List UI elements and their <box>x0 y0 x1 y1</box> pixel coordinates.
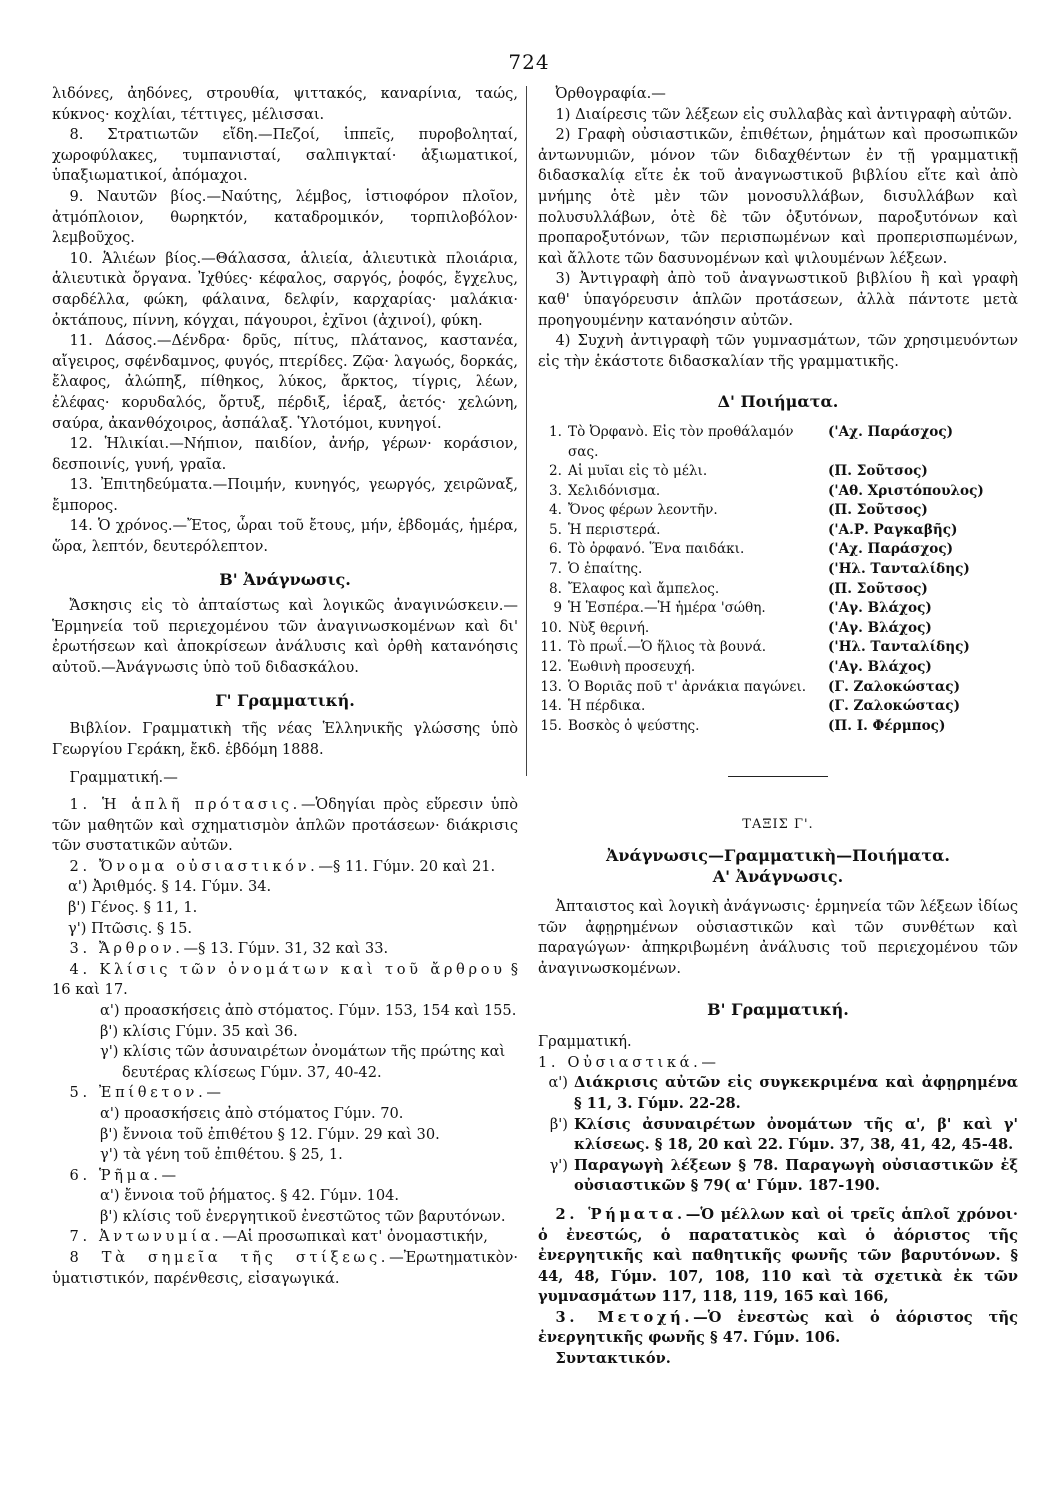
grammar-c-item-3-head: 3. Μετοχή. <box>555 1308 694 1326</box>
grammar-item-5-head: 5. Ἐπίθετον.— <box>69 1084 225 1102</box>
sub-item-text: Κλίσις ἀσυναιρέτων ὀνομάτων τῆς α', β' καὶ γ' κλίσεως. § 18, 20 καὶ 22. Γύμν. 37, 38, 41, 42, 45-48. <box>574 1115 1018 1154</box>
poem-number: 14. <box>540 698 562 715</box>
poem-row <box>538 717 1018 737</box>
poem-title: Ἡ πέρδικα. <box>568 698 646 715</box>
grammar-item-1-text: —Ὁδηγίαι πρὸς εὕρεσιν ὑπὸ τῶν μαθητῶν καὶ σχηματισμὸν ἁπλῶν προτάσεων· διάκρισις τῶν συστατικῶν αὐτῶν. <box>52 796 518 855</box>
grammar-item-8 <box>52 1248 518 1289</box>
poem-title: Τὸ Ὀρφανὸ. Εἰς τὸν προθάλαμόν σας. <box>568 423 794 460</box>
reading-heading-c: Α' Ἀνάγνωσις. <box>712 866 844 886</box>
vocab-item-14: 14. Ὁ χρόνος.—Ἔτος, ὧραι τοῦ ἔτους, μήν, ἑβδομάς, ἡμέρα, ὥρα, λεπτόν, δευτερόλεπτον. <box>52 517 518 556</box>
poem-author: ('Αχ. Παράσχος) <box>828 423 954 440</box>
poem-number: 10. <box>540 619 562 636</box>
sub-item: α') προασκήσεις ἀπὸ στόματος. Γύμν. 153, 154 καὶ 155. <box>100 1001 517 1019</box>
poem-author: (Π. Ι. Φέρμπος) <box>828 717 946 734</box>
poem-title: Ὁ Βοριᾶς ποῦ τ' ἀρνάκια παγώνει. <box>568 678 807 695</box>
poem-title: Αἱ μυῖαι εἰς τὸ μέλι. <box>568 463 708 480</box>
poem-title: Χελιδόνισμα. <box>568 482 661 499</box>
grammar-c-item-2-head: 2. Ῥήματα. <box>555 1205 686 1223</box>
poem-row <box>538 462 1018 482</box>
poem-author: ('Αγ. Βλάχος) <box>828 659 932 676</box>
left-column <box>52 84 518 1289</box>
grammar-item-1-head: 1. Ἡ ἁπλῆ πρότασις. <box>69 796 301 813</box>
sub-item <box>538 1073 1018 1114</box>
poem-author: (Γ. Ζαλοκώστας) <box>828 678 961 695</box>
reading-text-c: Ἀπταιστος καὶ λογικὴ ἀνάγνωσις· ἑρμηνεία τῶν λέξεων ἰδίως τῶν ἀφῃρημένων οὐσιαστικῶν καὶ τῶν συνθέτων καὶ παραγώγων· ἀπηκριβωμένη ἀνάλυσις τοῦ περιεχομένου τῶν ἀναγινωσκομένων. <box>538 898 1018 977</box>
poem-author: ('Α.Ρ. Ραγκαβῆς) <box>828 521 958 538</box>
vocab-item-13: 13. Ἐπιτηδεύματα.—Ποιμήν, κυνηγός, γεωργός, χειρῶναξ, ἔμπορος. <box>52 476 518 514</box>
poem-author: ('Αγ. Βλάχος) <box>828 600 932 617</box>
poem-number: 7. <box>549 561 562 578</box>
poem-row <box>538 658 1018 678</box>
sub-item-label: β') <box>549 1115 568 1133</box>
grammar-item-3-text: —§ 13. Γύμν. 31, 32 καὶ 33. <box>183 940 389 958</box>
orthography-item: 2) Γραφὴ οὐσιαστικῶν, ἐπιθέτων, ῥημάτων καὶ προσωπικῶν ἀντωνυμιῶν, μόνον τῶν διδαχθέντων ἐν τῇ γραμματικῇ διδασκαλίᾳ εἴτε ἐκ τοῦ ἀναγνωστικοῦ βιβλίου εἴτε καὶ ἀπὸ μνήμης ὁτὲ μὲν τῶν μονοσυλλάβων, δισυλλάβων καὶ πολυσυλλάβων, ὁτὲ δὲ τῶν ὀξυτόνων, παροξυτόνων καὶ προπαροξυτόνων, τῶν περισπωμένων καὶ προπερισπωμένων, καὶ ἄλλοτε τῶν δασυνομένων καὶ ψιλουμένων λέξεων. <box>538 126 1018 267</box>
sub-item: γ') κλίσις τῶν ἀσυναιρέτων ὀνομάτων τῆς πρώτης καὶ δευτέρας κλίσεως Γύμν. 37, 40-42. <box>100 1043 506 1081</box>
vocab-fragment: λιδόνες, ἀηδόνες, στρουθία, ψιττακός, καναρίνια, ταώς, κύκνος· κοχλίαι, τέττιγες, μέλισσαι. <box>52 85 518 123</box>
grammar-item-7 <box>52 1227 518 1248</box>
poem-title: Ὄνος φέρων λεοντῆν. <box>568 502 718 519</box>
grammar-item-2 <box>52 857 518 878</box>
poem-title: Ὁ ἐπαίτης. <box>568 561 643 578</box>
right-column <box>538 84 1018 1370</box>
class-heading: ΤΑΞΙΣ Γ'. <box>742 817 814 833</box>
poem-number: 2. <box>549 463 562 480</box>
poem-row <box>538 501 1018 521</box>
poem-number: 3. <box>549 482 562 499</box>
vocab-item-9: 9. Ναυτῶν βίος.—Ναύτης, λέμβος, ἱστιοφόρον πλοῖον, ἀτμόπλοιον, θωρηκτόν, καταδρομικόν, τορπιλοβόλον· λεμβοῦχος. <box>52 187 518 247</box>
poem-number: 8. <box>549 580 562 597</box>
textbook-reference: Βιβλίον. Γραμματικὴ τῆς νέας Ἑλληνικῆς γλώσσης ὑπὸ Γεωργίου Γεράκη, ἔκδ. ἑβδόμη 1888. <box>52 720 518 758</box>
poem-row <box>538 678 1018 698</box>
sub-item: β') ἔννοια τοῦ ἐπιθέτου § 12. Γύμν. 29 καὶ 30. <box>100 1125 440 1143</box>
sub-item-label: γ') <box>549 1156 568 1174</box>
grammar-item-1 <box>52 795 518 857</box>
grammar-item-8-head: 8 Τὰ σημεῖα τῆς στίξεως. <box>69 1249 390 1267</box>
grammar-c-item-1-head: 1. Οὐσιαστικά.— <box>538 1053 720 1071</box>
section-divider <box>728 776 828 777</box>
grammar-c-item-2 <box>538 1205 1018 1308</box>
sub-item: α') προασκήσεις ἀπὸ στόματος Γύμν. 70. <box>100 1104 404 1122</box>
sub-item: γ') τὰ γένη τοῦ ἐπιθέτου. § 25, 1. <box>100 1146 343 1164</box>
poem-number: 4. <box>549 502 562 519</box>
poem-row <box>538 423 1018 462</box>
column-divider <box>526 86 527 776</box>
sub-item: β') κλίσις Γύμν. 35 καὶ 36. <box>100 1022 298 1040</box>
orthography-item: 3) Ἀντιγραφὴ ἀπὸ τοῦ ἀναγνωστικοῦ βιβλίου ἢ καὶ γραφὴ καθ' ὑπαγόρευσιν ἁπλῶν προτάσεων, ἀλλὰ πάντοτε μετὰ προηγουμένην κατανόησιν αὐτῶν. <box>538 270 1018 329</box>
poems-heading: Δ' Ποιήματα. <box>717 392 839 412</box>
grammar-label: Γραμματική.— <box>69 769 178 787</box>
poem-author: (Γ. Ζαλοκώστας) <box>828 698 961 715</box>
reading-heading: Β' Ἀνάγνωσις. <box>219 569 351 589</box>
poem-row <box>538 521 1018 541</box>
poem-author: ('Ηλ. Τανταλίδης) <box>828 561 970 578</box>
class-subheading: Ἀνάγνωσις—Γραμματικὴ—Ποιήματα. <box>605 846 950 865</box>
grammar-item-2-head: 2. Ὄνομα οὐσιαστικόν. <box>69 857 319 875</box>
grammar-heading: Γ' Γραμματική. <box>215 690 355 710</box>
poem-author: (Π. Σοῦτσος) <box>828 580 928 597</box>
grammar-item-8-text: —Ἐρωτηματικὸν· ὑματιστικόν, παρένθεσις, εἰσαγωγικά. <box>52 1249 518 1287</box>
vocab-item-10: 10. Ἁλιέων βίος.—Θάλασσα, ἁλιεία, ἁλιευτικὰ πλοιάρια, ἁλιευτικὰ ὄργανα. Ἰχθύες· κέφαλος, σαργός, ῥοφός, ἔγχελυς, σαρδέλλα, φώκη, φάλαινα, δελφίν, καρχαρίας· μαλάκια· ὀκτάπους, πίννη, κόγχαι, πάγουροι, ἐχῖνοι (ἀχινοί), φύκη. <box>52 249 518 329</box>
poem-author: ('Αχ. Παράσχος) <box>828 541 954 558</box>
poem-number: 15. <box>540 717 562 734</box>
poem-number: 5. <box>549 521 562 538</box>
syntax-label: Συντακτικόν. <box>555 1350 671 1368</box>
reading-text: Ἄσκησις εἰς τὸ ἀπταίστως καὶ λογικῶς ἀναγινώσκειν.— Ἑρμηνεία τοῦ περιεχομένου τῶν ἀναγινωσκομένων καὶ δι' ἐρωτήσεων καὶ ἀποκρίσεων ἀνάλυσις καὶ ὀρθὴ κατανόησις αὐτοῦ.—Ἀνάγνωσις ὑπὸ τοῦ διδασκάλου. <box>52 597 518 677</box>
poem-title: Ἡ περιστερά. <box>568 521 661 538</box>
orthography-item: 1) Διαίρεσις τῶν λέξεων εἰς συλλαβὰς καὶ ἀντιγραφὴ αὐτῶν. <box>555 105 1013 123</box>
sub-item: β') κλίσις τοῦ ἐνεργητικοῦ ἐνεστῶτος τῶν βαρυτόνων. <box>100 1207 506 1225</box>
poem-title: Βοσκὸς ὁ ψεύστης. <box>568 717 700 734</box>
poem-number: 11. <box>540 639 562 656</box>
orthography-item: 4) Συχνὴ ἀντιγραφὴ τῶν γυμνασμάτων, τῶν χρησιμευόντων εἰς τὴν ἑκάστοτε διδασκαλίαν τῆς γραμματικῆς. <box>538 332 1018 370</box>
vocab-item-11: 11. Δάσος.—Δένδρα· δρῦς, πίτυς, πλάτανος, καστανέα, αἴγειρος, σφένδαμνος, φυγός, πτερίδες. Ζῷα· λαγωός, δορκάς, ἔλαφος, ἀλώπηξ, πίθηκος, λύκος, ἄρκτος, τίγρις, λέων, ἐλέφας· κορυδαλός, ὄρτυξ, πέρδιξ, ἱέραξ, ἀετός· χελώνη, σαύρα, ἀκανθόχοιρος, ἀσπάλαξ. Ὑλοτόμοι, κυνηγοί. <box>52 332 518 432</box>
grammar-label-c: Γραμματική. <box>538 1033 632 1051</box>
sub-item: β') Γένος. § 11, 1. <box>68 898 198 916</box>
grammar-c-item-2-text: —Ὁ μέλλων καὶ οἱ τρεῖς ἁπλοῖ χρόνοι· ὁ ἐνεστώς, ὁ παρατατικὸς καὶ ὁ ἀόριστος τῆς ἐνεργητικῆς καὶ παθητικῆς φωνῆς τῶν βαρυτόνων. § 44, 48, Γύμν. 107, 108, 110 καὶ τὰ σχετικὰ ἐκ τῶν γυμνασμάτων 117, 118, 119, 165 καὶ 166, <box>538 1205 1018 1306</box>
grammar-heading-c: Β' Γραμματική. <box>707 999 849 1019</box>
poem-row <box>538 599 1018 619</box>
poem-number: 12. <box>540 659 562 676</box>
grammar-item-6-head: 6. Ῥῆμα.— <box>69 1166 180 1184</box>
grammar-item-4-text: § 16 καὶ 17. <box>52 960 519 999</box>
poem-row <box>538 482 1018 502</box>
poem-row <box>538 540 1018 560</box>
grammar-item-4 <box>52 960 518 1001</box>
poem-title: Νὺξ θερινή. <box>568 619 650 636</box>
sub-item <box>538 1115 1018 1156</box>
sub-item-text: Παραγωγὴ λέξεων § 78. Παραγωγὴ οὐσιαστικῶν ἐξ οὐσιαστικῶν § 79( α' Γύμν. 187-190. <box>574 1156 1018 1195</box>
poem-number: 13. <box>540 678 562 695</box>
vocab-item-8: 8. Στρατιωτῶν εἴδη.—Πεζοί, ἱππεῖς, πυροβοληταί, χωροφύλακες, τυμπανισταί, σαλπιγκταί· ἀξιωματικοί, ὑπαξιωματικοί, ἀπόμαχοι. <box>52 126 518 185</box>
poem-row <box>538 580 1018 600</box>
poem-author: ('Ηλ. Τανταλίδης) <box>828 639 970 656</box>
poem-author: ('Αθ. Χριστόπουλος) <box>828 482 984 499</box>
grammar-item-3 <box>52 939 518 960</box>
poem-row <box>538 560 1018 580</box>
poem-author: (Π. Σοῦτσος) <box>828 502 928 519</box>
poems-list <box>538 423 1018 737</box>
sub-item-label: α') <box>548 1074 568 1092</box>
grammar-item-7-head: 7. Ἀντωνυμία. <box>69 1228 223 1246</box>
poem-title: Τὸ πρωΐ.—Ὁ ἥλιος τὰ βουνά. <box>568 639 767 656</box>
sub-item-text: Διάκρισις αὐτῶν εἰς συγκεκριμένα καὶ ἀφῃρημένα § 11, 3. Γύμν. 22-28. <box>574 1074 1018 1112</box>
poem-number: 9 <box>553 600 562 617</box>
poem-author: ('Αγ. Βλάχος) <box>828 619 932 636</box>
grammar-item-7-text: —Αἱ προσωπικαὶ κατ' ὀνομαστικήν, <box>222 1228 488 1246</box>
page-number: 724 <box>508 50 550 74</box>
poem-row <box>538 697 1018 717</box>
grammar-item-4-head: 4. Κλίσις τῶν ὀνομάτων καὶ τοῦ ἄρθρου <box>69 960 506 978</box>
grammar-item-2-text: —§ 11. Γύμν. 20 καὶ 21. <box>318 857 496 875</box>
poem-title: Τὸ ὀρφανό. Ἕνα παιδάκι. <box>568 541 745 558</box>
poem-row <box>538 638 1018 658</box>
grammar-c-item-3-text: —Ὁ ἐνεστὼς καὶ ὁ ἀόριστος τῆς ἐνεργητικῆς φωνῆς § 47. Γύμν. 106. <box>538 1308 1018 1347</box>
poem-author: (Π. Σοῦτσος) <box>828 463 928 480</box>
poem-title: Ἡ Ἑσπέρα.—Ἡ ἡμέρα 'σώθη. <box>568 600 766 617</box>
poem-title: Ἑωθινὴ προσευχή. <box>568 659 696 676</box>
poem-title: Ἔλαφος καὶ ἄμπελος. <box>568 580 720 597</box>
vocab-item-12: 12. Ἡλικίαι.—Νήπιον, παιδίον, ἀνήρ, γέρων· κοράσιον, δεσποινίς, γυνή, γραῖα. <box>52 435 518 473</box>
sub-item: γ') Πτῶσις. § 15. <box>68 919 193 937</box>
orthography-heading: Ὀρθογραφία.— <box>555 85 666 102</box>
poem-number: 6. <box>549 541 562 558</box>
poem-number: 1. <box>549 423 562 440</box>
sub-item: α') ἔννοια τοῦ ῥήματος. § 42. Γύμν. 104. <box>100 1187 400 1205</box>
sub-item <box>538 1156 1018 1197</box>
sub-item: α') Ἀριθμός. § 14. Γύμν. 34. <box>68 878 272 896</box>
poem-row <box>538 619 1018 639</box>
grammar-item-3-head: 3. Ἄρθρον. <box>69 940 184 958</box>
grammar-c-item-3 <box>538 1308 1018 1349</box>
